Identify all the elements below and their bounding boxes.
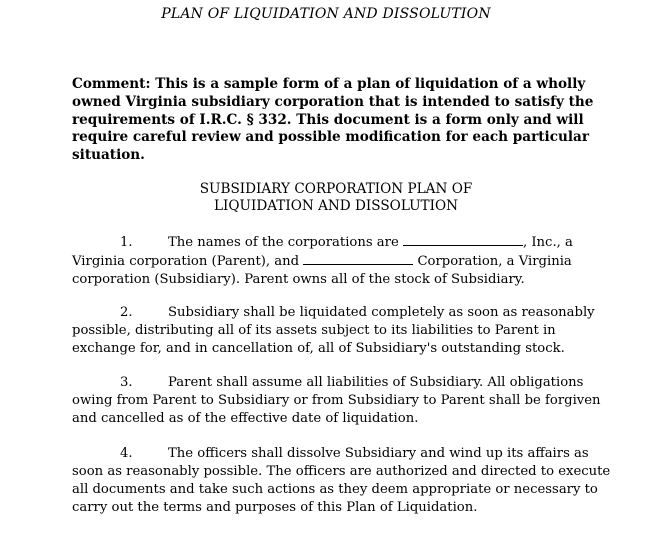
paragraph-2 — [72, 304, 612, 358]
paragraph-text: The names of the corporations are — [168, 235, 403, 250]
paragraph-number: 1. — [120, 235, 133, 250]
paragraph-text: The officers shall dissolve Subsidiary and wind up its affairs as soon as reasonably possible. The officers are authorized and directed to execute all documents and take such actions as they deem appropriate or necessary to carry out the terms and purposes of this Plan of Liquidation. — [72, 446, 611, 515]
paragraph-text: Parent shall assume all liabilities of Subsidiary. All obligations owing from Parent to Subsidiary or from Subsidiary to Parent shall be forgiven and cancelled as of the effective date of liquidation. — [72, 375, 601, 426]
comment-note: Comment: This is a sample form of a plan of liquidation of a wholly owned Virginia subsidiary corporation that is intended to satisfy the requirements of I.R.C. § 332. This document is a form only and will require careful review and possible modification for each particular situation. — [72, 76, 594, 164]
paragraph-4 — [72, 445, 612, 517]
paragraph-text: , Inc., a Virginia corporation (Parent), and — [72, 235, 573, 269]
parent-name-blank — [403, 233, 523, 246]
paragraph-number: 2. — [120, 305, 133, 320]
document-title: PLAN OF LIQUIDATION AND DISSOLUTION — [161, 6, 491, 22]
paragraph-3 — [72, 374, 612, 428]
plan-heading — [0, 181, 652, 215]
plan-heading-line-1: SUBSIDIARY CORPORATION PLAN OF — [199, 181, 473, 197]
paragraph-number: 3. — [120, 375, 133, 390]
paragraph-text: Subsidiary shall be liquidated completely as soon as reasonably possible, distributing all of its assets subject to its liabilities to Parent in exchange for, and in cancellation of, all of Subsidiary's outstanding stock. — [72, 305, 595, 356]
plan-heading-line-2: LIQUIDATION AND DISSOLUTION — [213, 198, 459, 214]
subsidiary-name-blank — [303, 252, 413, 265]
paragraph-number: 4. — [120, 446, 133, 461]
paragraph-text: Corporation, a Virginia corporation (Subsidiary). Parent owns all of the stock of Subsidiary. — [72, 254, 572, 287]
paragraph-1 — [72, 233, 612, 289]
